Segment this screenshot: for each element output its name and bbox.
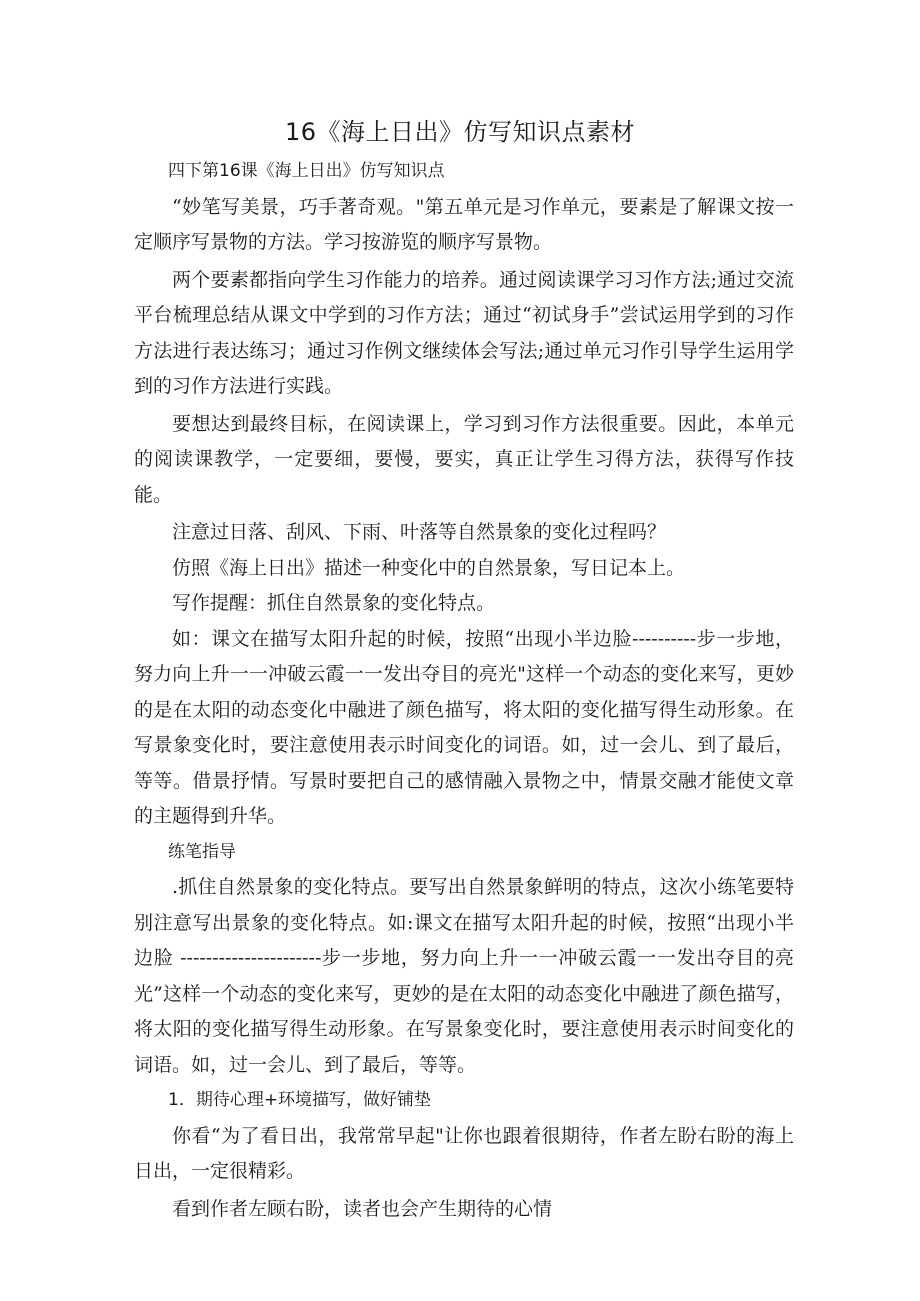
expectation-paragraph: 你看“为了看日出，我常常早起"让你也跟着很期待，作者左盼右盼的海上日出，一定很精彩。 <box>134 1124 794 1182</box>
tip-paragraph: 写作提醒：抓住自然景象的变化特点。 <box>172 592 496 614</box>
document-body <box>134 154 794 1227</box>
question-paragraph: 注意过日落、刮风、下雨、叶落等自然景象的变化过程吗？ <box>172 521 667 543</box>
closing-paragraph: 看到作者左顾右盼，读者也会产生期待的心情 <box>172 1197 553 1220</box>
numbered-heading: 1．期待心理+环境描写，做好铺垫 <box>168 1090 432 1110</box>
practice-paragraph: .抓住自然景象的变化特点。要写出自然景象鲜明的特点，这次小练笔要特别注意写出景象的变化特点。如:课文在描写太阳升起的时候，按照“出现小半边脸 ----------------------步一步地，努力向上升一一冲破云霞一一发出夺目的亮光”这样一个动态的变化来写，更妙的是在太阳的动态变化中融进了颜色描写，将太阳的变化描写得生动形象。在写景象变化时，要注意使用表示时间变化的词语。如，过一会儿、到了最后，等等。 <box>134 876 794 1076</box>
elements-paragraph: 两个要素都指向学生习作能力的培养。通过阅读课学习习作方法;通过交流平台梳理总结从课文中学到的习作方法；通过“初试身手”尝试运用学到的习作方法进行表达练习；通过习作例文继续体会写法;通过单元习作引导学生运用学到的习作方法进行实践。 <box>134 268 794 397</box>
document-title: 16《海上日出》仿写知识点素材 <box>284 118 636 146</box>
example-paragraph: 如：课文在描写太阳升起的时候，按照“出现小半边脸----------步一步地，努力向上升一一冲破云霞一一发出夺目的亮光"这样一个动态的变化来写，更妙的是在太阳的动态变化中融进了颜色描写，将太阳的变化描写得生动形象。在写景象变化时，要注意使用表示时间变化的词语。如，过一会儿、到了最后，等等。借景抒情。写景时要把自己的感情融入景物之中，情景交融才能使文章的主题得到升华。 <box>134 627 794 827</box>
goal-paragraph: 要想达到最终目标，在阅读课上，学习到习作方法很重要。因此，本单元的阅读课教学，一定要细，要慢，要实，真正让学生习得方法，获得写作技能。 <box>134 412 794 506</box>
intro-paragraph: “妙笔写美景，巧手著奇观。"第五单元是习作单元，要素是了解课文按一定顺序写景物的方法。学习按游览的顺序写景物。 <box>134 195 794 253</box>
task-paragraph: 仿照《海上日出》描述一种变化中的自然景象，写日记本上。 <box>172 556 686 579</box>
practice-heading: 练笔指导 <box>168 841 236 862</box>
subtitle-paragraph: 四下第16课《海上日出》仿写知识点 <box>168 161 445 181</box>
